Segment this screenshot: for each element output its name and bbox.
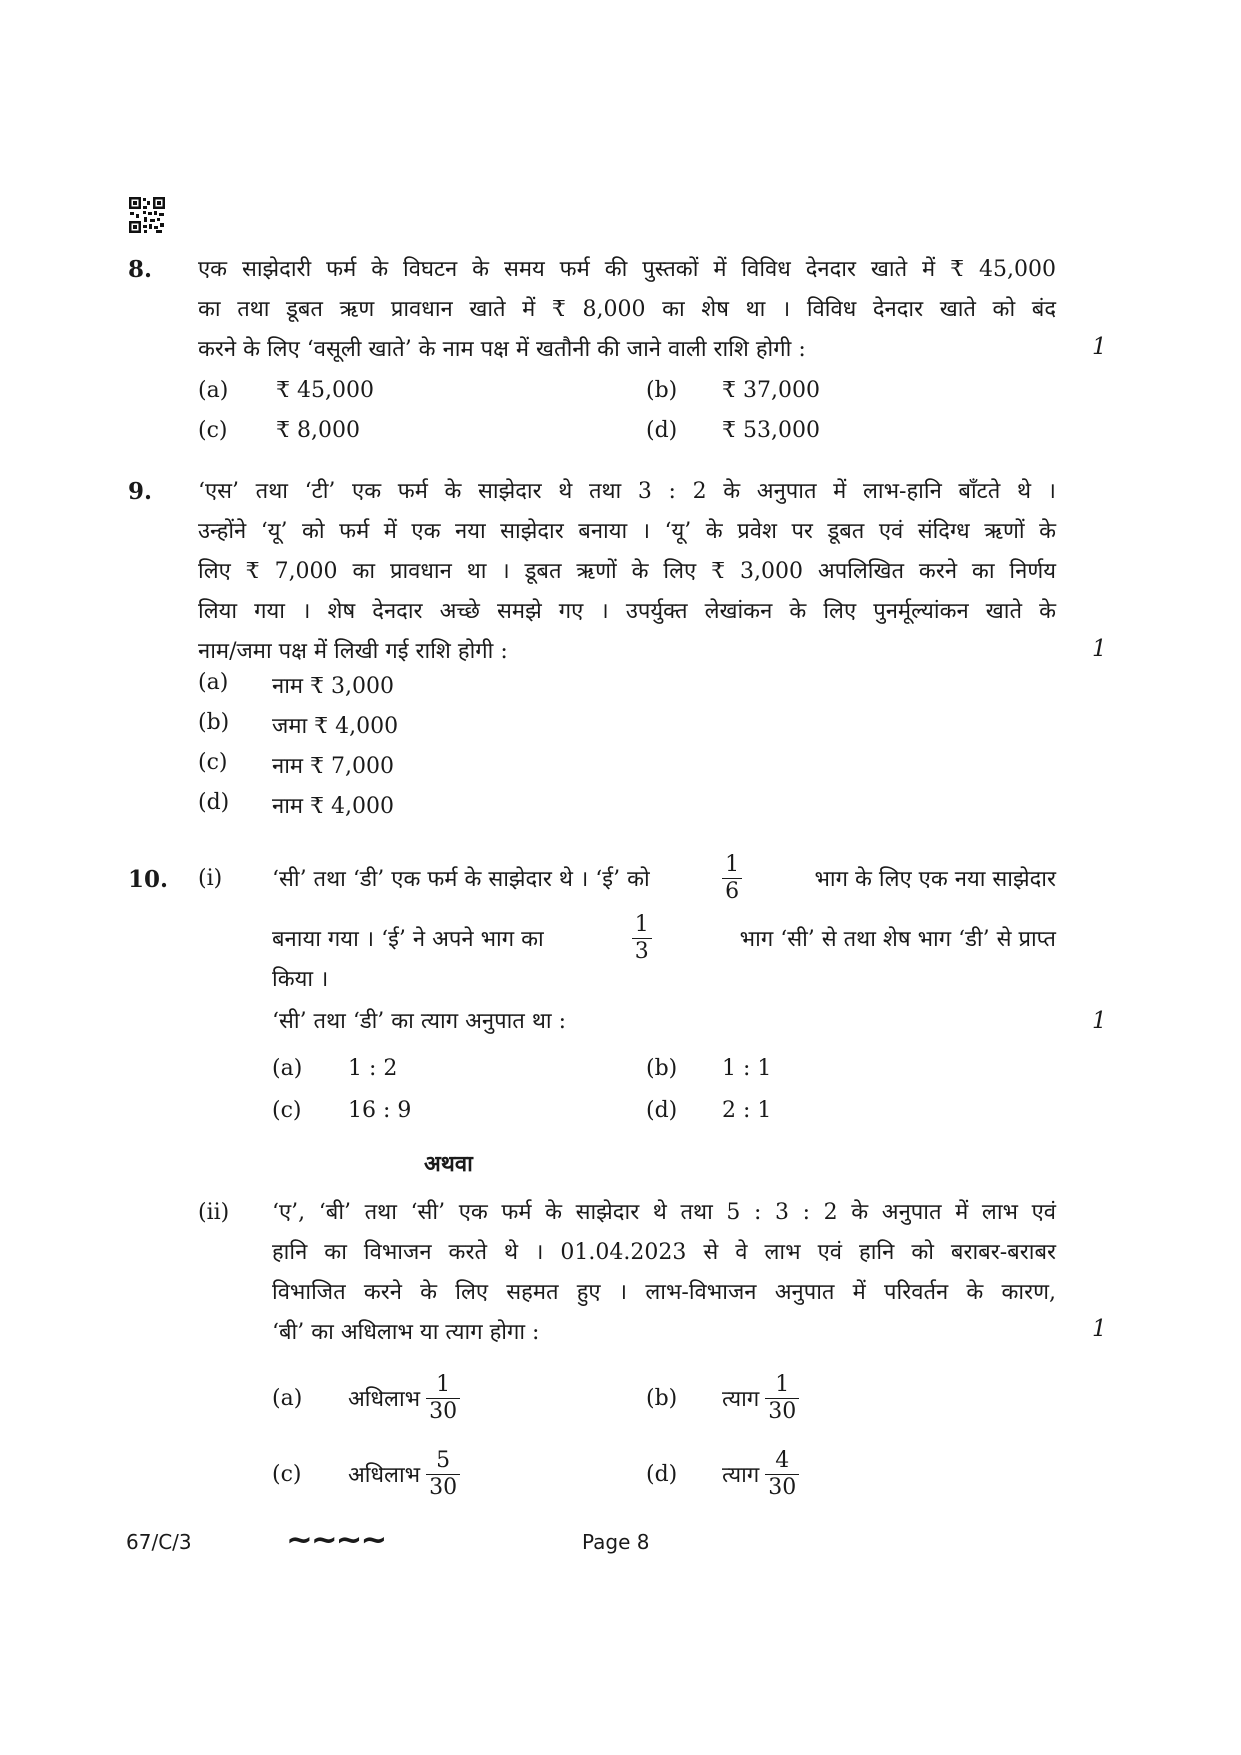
fraction [632, 912, 652, 965]
fraction-denominator: 30 [429, 1474, 458, 1500]
question-8-option-text: ₹ 8,000 [276, 418, 360, 443]
question-9-number: 9. [128, 478, 153, 505]
fraction [722, 852, 742, 905]
question-10-i-option-text: 1 : 1 [722, 1056, 772, 1081]
question-10-i-option-label: (a) [272, 1056, 303, 1081]
question-10-ii-option [646, 1368, 805, 1428]
fraction-numerator: 1 [632, 912, 652, 939]
fraction [426, 1448, 460, 1501]
question-10-i-text: किया । [272, 967, 329, 992]
question-8-option-label: (d) [646, 418, 678, 443]
question-8-number: 8. [128, 256, 153, 283]
fraction [765, 1448, 799, 1501]
fraction [765, 1372, 799, 1425]
fraction-numerator: 1 [426, 1372, 460, 1399]
question-8-option-text: ₹ 45,000 [276, 378, 374, 403]
question-10-i-text: भाग के लिए एक नया साझेदार [814, 867, 1056, 892]
question-10-part-label: (i) [198, 866, 223, 891]
question-10-ii-option [272, 1444, 466, 1504]
question-9-line: लिया गया । शेष देनदार अच्छे समझे गए । उपर्युक्त लेखांकन के लिए पुनर्मूल्यांकन खाते के [198, 599, 1056, 624]
question-10-ii-option [646, 1444, 805, 1504]
question-10-ii-line: विभाजित करने के लिए सहमत हुए । लाभ-विभाजन अनुपात में परिवर्तन के कारण, [272, 1280, 1056, 1305]
option-label: (d) [646, 1461, 678, 1487]
option-word: अधिलाभ [348, 1387, 421, 1412]
question-9-option-text: नाम ₹ 7,000 [272, 754, 395, 779]
fraction-denominator: 30 [429, 1398, 458, 1424]
qr-code-icon [128, 196, 166, 234]
question-9-text [198, 472, 1056, 672]
question-9-line: नाम/जमा पक्ष में लिखी गई राशि होगी : [198, 639, 508, 664]
question-10-ii-line: हानि का विभाजन करते थे । 01.04.2023 से वे लाभ एवं हानि को बराबर-बराबर [272, 1240, 1056, 1265]
question-10-ii-line: ‘बी’ का अधिलाभ या त्याग होगा : [272, 1320, 540, 1345]
question-10-i-text: बनाया गया । ‘ई’ ने अपने भाग का [272, 927, 544, 952]
option-word: त्याग [722, 1463, 760, 1488]
question-8-option-label: (a) [198, 378, 229, 403]
question-8-text [198, 250, 1056, 370]
question-8-mark: 1 [1092, 334, 1107, 360]
question-10-i-option-label: (d) [646, 1098, 678, 1123]
question-10-ii-line: ‘ए’, ‘बी’ तथा ‘सी’ एक फर्म के साझेदार थे तथा 5 : 3 : 2 के अनुपात में लाभ एवं [272, 1200, 1056, 1225]
question-10-i-text: ‘सी’ तथा ‘डी’ एक फर्म के साझेदार थे । ‘ई’ को [272, 867, 650, 892]
fraction-denominator: 30 [768, 1474, 797, 1500]
question-8-line: करने के लिए ‘वसूली खाते’ के नाम पक्ष में खतौनी की जाने वाली राशि होगी : [198, 337, 806, 362]
option-label: (a) [272, 1385, 303, 1411]
question-9-option-text: जमा ₹ 4,000 [272, 714, 399, 739]
question-8-option-label: (b) [646, 378, 678, 403]
question-10-i-option-text: 1 : 2 [348, 1056, 398, 1081]
paper-code: 67/C/3 [126, 1530, 192, 1554]
fraction-numerator: 1 [722, 852, 742, 879]
fraction-numerator: 4 [765, 1448, 799, 1475]
option-word: त्याग [722, 1387, 760, 1412]
question-9-option-label: (a) [198, 670, 229, 695]
question-8-option-text: ₹ 37,000 [722, 378, 820, 403]
question-10-number: 10. [128, 866, 169, 893]
fraction-denominator: 3 [634, 938, 649, 964]
question-10-i-text: भाग ‘सी’ से तथा शेष भाग ‘डी’ से प्राप्त [739, 927, 1056, 952]
question-8-option-text: ₹ 53,000 [722, 418, 820, 443]
or-separator: अथवा [424, 1151, 473, 1177]
question-10-ii-option [272, 1368, 466, 1428]
question-10-i-option-text: 16 : 9 [348, 1098, 412, 1123]
question-10-ii-mark: 1 [1092, 1316, 1107, 1342]
question-8-option-label: (c) [198, 418, 228, 443]
fraction-denominator: 6 [725, 878, 740, 904]
question-9-option-label: (d) [198, 790, 230, 815]
option-label: (c) [272, 1461, 302, 1487]
fraction-numerator: 5 [426, 1448, 460, 1475]
option-label: (b) [646, 1385, 678, 1411]
option-word: अधिलाभ [348, 1463, 421, 1488]
fraction-denominator: 30 [768, 1398, 797, 1424]
question-10-ii-text [272, 1193, 1056, 1353]
wave-decoration: ~~~~ [286, 1520, 386, 1558]
question-10-i-option-text: 2 : 1 [722, 1098, 772, 1123]
question-10-part-label: (ii) [198, 1200, 230, 1225]
question-9-line: लिए ₹ 7,000 का प्रावधान था । डूबत ऋणों के लिए ₹ 3,000 अपलिखित करने का निर्णय [198, 559, 1056, 584]
page-number: Page 8 [582, 1530, 650, 1554]
question-10-i-line-2 [272, 910, 1056, 966]
question-9-option-text: नाम ₹ 4,000 [272, 794, 395, 819]
question-9-line: उन्होंने ‘यू’ को फर्म में एक नया साझेदार बनाया । ‘यू’ के प्रवेश पर डूबत एवं संदिग्ध ऋणों के [198, 519, 1056, 544]
question-10-i-line-1 [272, 850, 1056, 906]
question-8-line: का तथा डूबत ऋण प्रावधान खाते में ₹ 8,000 का शेष था । विविध देनदार खाते को बंद [198, 297, 1056, 322]
question-9-option-label: (c) [198, 750, 228, 775]
question-10-i-question: ‘सी’ तथा ‘डी’ का त्याग अनुपात था : [272, 1009, 566, 1034]
question-10-i-mark: 1 [1092, 1008, 1107, 1034]
fraction-numerator: 1 [765, 1372, 799, 1399]
fraction [426, 1372, 460, 1425]
question-9-option-label: (b) [198, 710, 230, 735]
question-10-i-option-label: (b) [646, 1056, 678, 1081]
question-9-option-text: नाम ₹ 3,000 [272, 674, 395, 699]
question-8-line: एक साझेदारी फर्म के विघटन के समय फर्म की पुस्तकों में विविध देनदार खाते में ₹ 45,000 [198, 257, 1056, 282]
question-9-mark: 1 [1092, 636, 1107, 662]
question-9-line: ‘एस’ तथा ‘टी’ एक फर्म के साझेदार थे तथा 3 : 2 के अनुपात में लाभ-हानि बाँटते थे । [198, 479, 1056, 504]
question-10-i-option-label: (c) [272, 1098, 302, 1123]
